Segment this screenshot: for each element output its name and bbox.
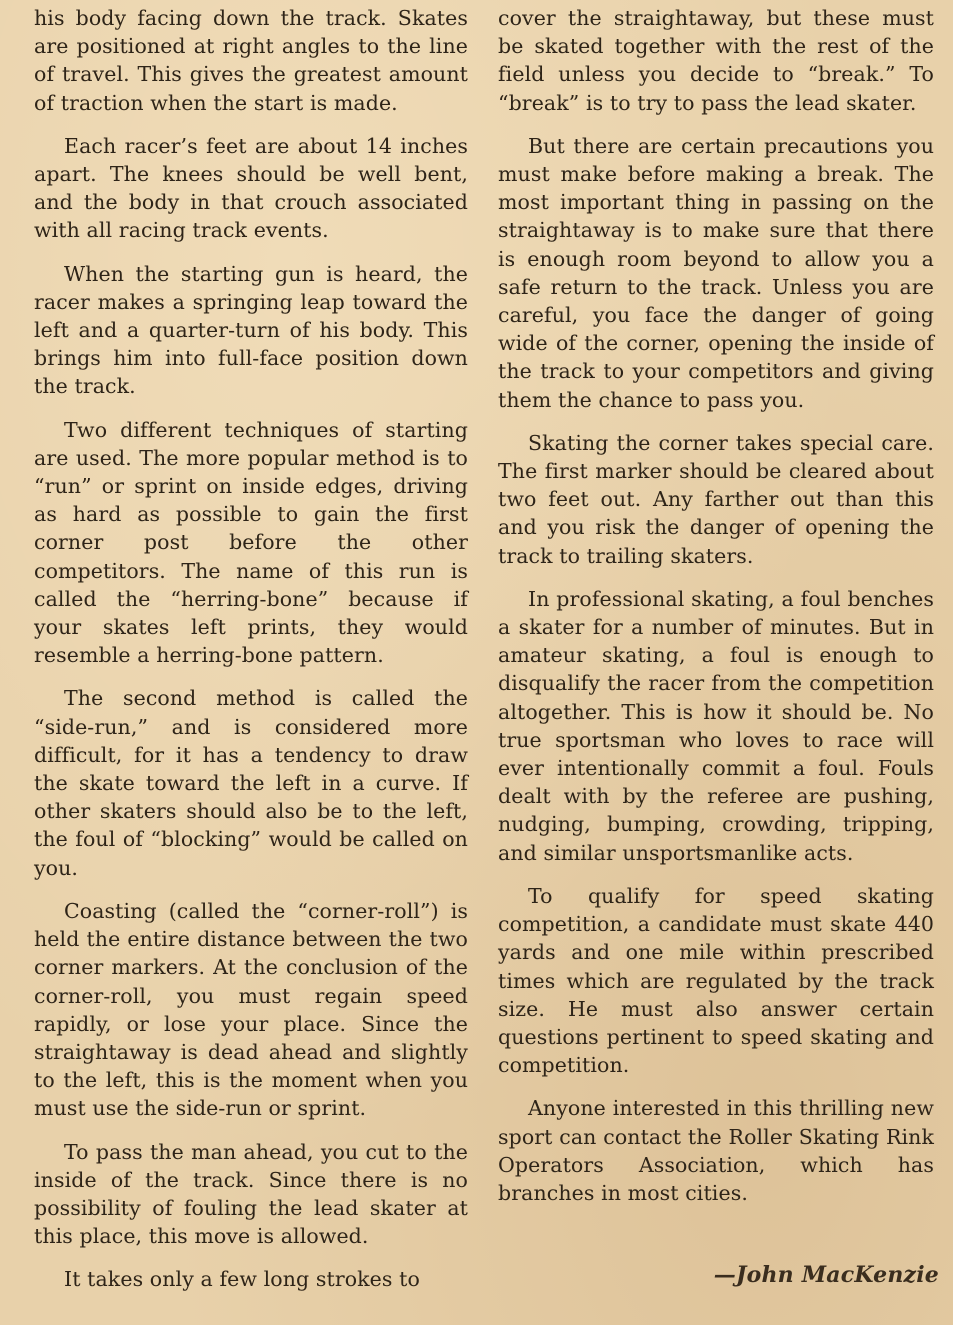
paragraph-skate-position: his body facing down the track. Skates are positioned at right angles to the line of travel. This gives the greatest amount of traction when the start is made. (34, 6, 468, 115)
paragraph-straightaway: cover the straightaway, but these must be skated together with the rest of the field unless you decide to “break.” To “break” is to try to pass the lead skater. (498, 6, 934, 115)
paragraph-contact: Anyone interested in this thrilling new sport can contact the Roller Skating Rink Operators Association, which has branches in most cities. (498, 1096, 934, 1205)
right-column (498, 4, 934, 1207)
paragraph-starting-techniques: Two different techniques of starting are used. The more popular method is to “run” or sprint on inside edges, driving as hard as possible to gain the first corner post before the other competitors. The name of this run is called the “herring-bone” because if your skates left prints, they would resemble a herring-bone pattern. (34, 417, 468, 668)
paragraph-starting-gun: When the starting gun is heard, the racer makes a springing leap toward the left and a quarter-turn of his body. This brings him into full-face position down the track. (34, 261, 468, 399)
paragraph-coasting: Coasting (called the “corner-roll”) is held the entire distance between the two corner markers. At the conclusion of the corner-roll, you must regain speed rapidly, or lose your place. Since the straightaway is dead ahead and slightly to the left, this is the moment when you must use the side-run or sprint. (34, 898, 468, 1121)
paragraph-qualification: To qualify for speed skating competition, a candidate must skate 440 yards and one mile within prescribed times which are regulated by the track size. He must also answer certain questions pertinent to speed skating and competition. (498, 883, 934, 1078)
paragraph-long-strokes: It takes only a few long strokes to (64, 1267, 420, 1292)
paragraph-feet-apart: Each racer’s feet are about 14 inches apart. The knees should be well bent, and the body in that crouch associated with all racing track events. (34, 133, 468, 243)
paragraph-side-run: The second method is called the “side-run,” and is considered more difficult, for it has a tendency to draw the skate toward the left in a curve. If other skaters should also be to the left, the foul of “blocking” would be called on you. (34, 686, 468, 880)
author-signature: —John MacKenzie (713, 1262, 939, 1288)
left-column (34, 4, 468, 1294)
paragraph-fouls: In professional skating, a foul benches a skater for a number of minutes. But in amateur skating, a foul is enough to disqualify the racer from the competition altogether. This is how it should be. No true sportsman who loves to race will ever intentionally commit a foul. Fouls dealt with by the referee are pushing, nudging, bumping, crowding, tripping, and similar unsportsmanlike acts. (498, 586, 934, 865)
paragraph-corner-care: Skating the corner takes special care. The first marker should be cleared about two feet out. Any farther out than this and you risk the danger of opening the track to trailing skaters. (498, 430, 934, 568)
paragraph-precautions: But there are certain precautions you must make before making a break. The most important thing in passing on the straightaway is to make sure that there is enough room beyond to allow you a safe return to the track. Unless you are careful, you face the danger of going wide of the corner, opening the inside of the track to your competitors and giving them the chance to pass you. (498, 133, 934, 412)
paragraph-passing: To pass the man ahead, you cut to the inside of the track. Since there is no possibility of fouling the lead skater at this place, this move is allowed. (34, 1139, 468, 1249)
